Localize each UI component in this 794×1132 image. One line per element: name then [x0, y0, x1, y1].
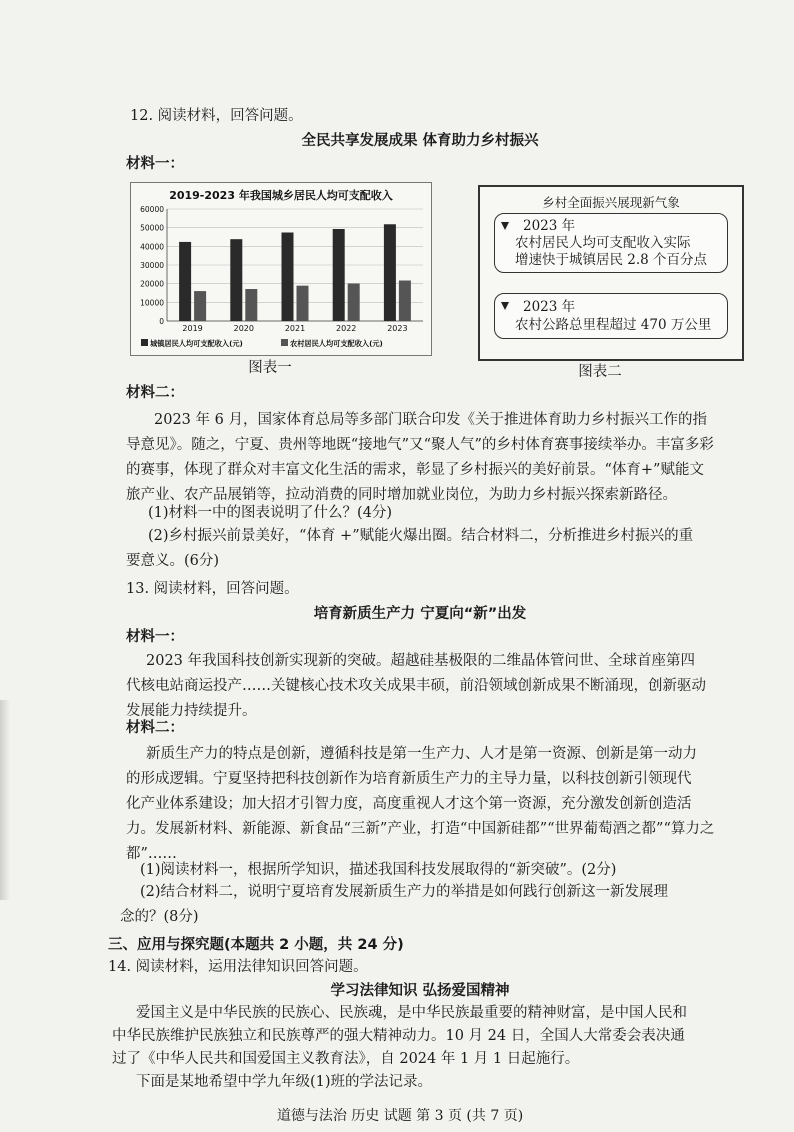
- q12-m2-line: 旅产业、农产品展销等，拉动消费的同时增加就业岗位，为助力乡村振兴探索新路径。: [126, 487, 677, 503]
- section3-heading: 三、应用与探究题(本题共 2 小题，共 24 分): [108, 937, 404, 953]
- q14-line: 中华民族维护民族独立和民族尊严的强大精神动力。10 月 24 日，全国人大常委会表决通: [112, 1028, 685, 1044]
- q13-sub1: (1)阅读材料一，根据所学知识，描述我国科技发展取得的“新突破”。(2分): [140, 862, 617, 878]
- legend-label: 城镇居民人均可支配收入(元): [150, 339, 243, 348]
- q14-line: 下面是某地希望中学九年级(1)班的学法记录。: [136, 1074, 433, 1090]
- bar-urban: [230, 239, 242, 321]
- q13-m2-line: 新质生产力的特点是创新，遵循科技是第一生产力、人才是第一资源、创新是第一动力: [146, 746, 697, 762]
- x-tick-label: 2021: [284, 324, 306, 333]
- bar-rural: [194, 291, 206, 321]
- q13-heading: 13. 阅读材料，回答问题。: [126, 581, 299, 597]
- box1-line1: 2023 年: [523, 218, 576, 234]
- q12-material1-label: 材料一：: [126, 156, 184, 172]
- q14-title: 学习法律知识 弘扬爱国精神: [330, 983, 510, 999]
- q12-m2-line: 2023 年 6 月，国家体育总局等多部门联合印发《关于推进体育助力乡村振兴工作的指: [154, 412, 707, 428]
- q12-title: 全民共享发展成果 体育助力乡村振兴: [301, 133, 539, 149]
- q13-material2-label: 材料二：: [126, 720, 184, 736]
- x-tick-label: 2020: [233, 324, 254, 333]
- diamond-bullet-icon: [501, 222, 509, 230]
- box1-line2: 农村居民人均可支配收入实际: [515, 235, 691, 251]
- x-tick-label: 2019: [182, 324, 203, 333]
- q13-m2-line: 化产业体系建设；加大招才引智力度，高度重视人才这个第一资源，充分激发创新创造活: [126, 796, 692, 812]
- page-footer: 道德与法治 历史 试题 第 3 页 (共 7 页): [276, 1108, 524, 1124]
- q14-heading: 14. 阅读材料，运用法律知识回答问题。: [108, 959, 368, 975]
- q12-sub2-line: 要意义。(6分): [126, 553, 220, 569]
- infographic-box-roads: [494, 293, 728, 339]
- q12-sub1: (1)材料一中的图表说明了什么？(4分): [148, 505, 393, 521]
- q14-material-text: [112, 1002, 768, 1094]
- y-tick-label: 30000: [140, 261, 164, 270]
- bar-urban: [333, 229, 345, 321]
- bar-urban: [179, 242, 191, 321]
- q12-sub2-line: (2)乡村振兴前景美好，“体育 +”赋能火爆出圈。结合材料二，分析推进乡村振兴的重: [148, 528, 694, 544]
- q13-m2-line: 力。发展新材料、新能源、新食品“三新”产业，打造“中国新硅都”“世界葡萄酒之都”“算力之: [126, 821, 715, 837]
- q13-material2-text: [126, 742, 766, 867]
- bar-urban: [282, 232, 294, 321]
- q14-line: 爱国主义是中华民族的民族心、民族魂，是中华民族最重要的精神财富，是中国人民和: [136, 1005, 687, 1021]
- bar-rural: [297, 286, 309, 321]
- q13-m1-line: 代核电站商运投产……关键核心技术攻关成果丰硕，前沿领域创新成果不断涌现，创新驱动: [126, 678, 706, 694]
- infographic-box-income: [494, 213, 728, 273]
- legend-swatch: [141, 339, 148, 346]
- income-chart-svg: [131, 183, 431, 355]
- page-edge-shadow: [0, 700, 10, 900]
- bar-rural: [245, 289, 257, 321]
- q12-sub2: [126, 524, 766, 574]
- q12-m2-line: 导意见》。随之，宁夏、贵州等地既“接地气”又“聚人气”的乡村体育赛事接续举办。丰富多彩: [126, 437, 714, 453]
- q13-m2-line: 都”……: [126, 846, 177, 862]
- q13-sub2-line: (2)结合材料二，说明宁夏培育发展新质生产力的举措是如何践行创新这一新发展理: [140, 884, 669, 900]
- x-tick-label: 2023: [387, 324, 408, 333]
- legend-label: 农村居民人均可支配收入(元): [290, 339, 383, 348]
- infographic-title: 乡村全面振兴展现新气象: [542, 195, 680, 210]
- q12-m2-line: 的赛事，体现了群众对丰富文化生活的需求，彰显了乡村振兴的美好前景。“体育+”赋能文: [126, 462, 704, 478]
- y-tick-label: 0: [159, 317, 164, 326]
- q13-title: 培育新质生产力 宁夏向“新”出发: [313, 606, 527, 622]
- y-tick-label: 50000: [140, 223, 164, 233]
- income-bar-chart: [130, 182, 432, 356]
- q13-material1-label: 材料一：: [126, 629, 184, 645]
- legend-swatch: [281, 339, 288, 346]
- x-tick-label: 2022: [336, 324, 357, 333]
- box1-line3: 增速快于城镇居民 2.8 个百分点: [515, 252, 708, 268]
- chart2-caption: 图表二: [578, 364, 622, 380]
- q12-heading: 12. 阅读材料，回答问题。: [130, 108, 303, 124]
- y-tick-label: 60000: [140, 205, 164, 214]
- q12-material2-label: 材料二：: [126, 385, 184, 401]
- y-tick-label: 10000: [140, 298, 164, 308]
- diamond-bullet-icon: [501, 302, 509, 310]
- q14-line: 过了《中华人民共和国爱国主义教育法》，自 2024 年 1 月 1 日起施行。: [112, 1051, 580, 1067]
- box2-line1: 2023 年: [523, 299, 576, 315]
- y-tick-label: 40000: [140, 242, 164, 252]
- bar-urban: [384, 224, 396, 321]
- chart-title: 2019-2023 年我国城乡居民人均可支配收入: [169, 189, 393, 202]
- q13-material1-text: [126, 649, 766, 724]
- bar-rural: [399, 281, 411, 321]
- q13-m2-line: 的形成逻辑。宁夏坚持把科技创新作为培育新质生产力的主导力量，以科技创新引领现代: [126, 771, 692, 787]
- bar-rural: [348, 283, 360, 321]
- q13-sub2-line: 念的？(8分): [120, 909, 199, 925]
- q13-sub2: [120, 880, 766, 930]
- q13-m1-line: 发展能力持续提升。: [126, 703, 257, 719]
- y-tick-label: 20000: [140, 279, 164, 289]
- chart1-caption: 图表一: [248, 360, 292, 376]
- box2-line2: 农村公路总里程超过 470 万公里: [515, 317, 712, 333]
- rural-revival-infographic: [478, 185, 744, 361]
- q13-m1-line: 2023 年我国科技创新实现新的突破。超越硅基极限的二维晶体管问世、全球首座第四: [146, 653, 696, 669]
- q12-material2-text: [126, 408, 766, 508]
